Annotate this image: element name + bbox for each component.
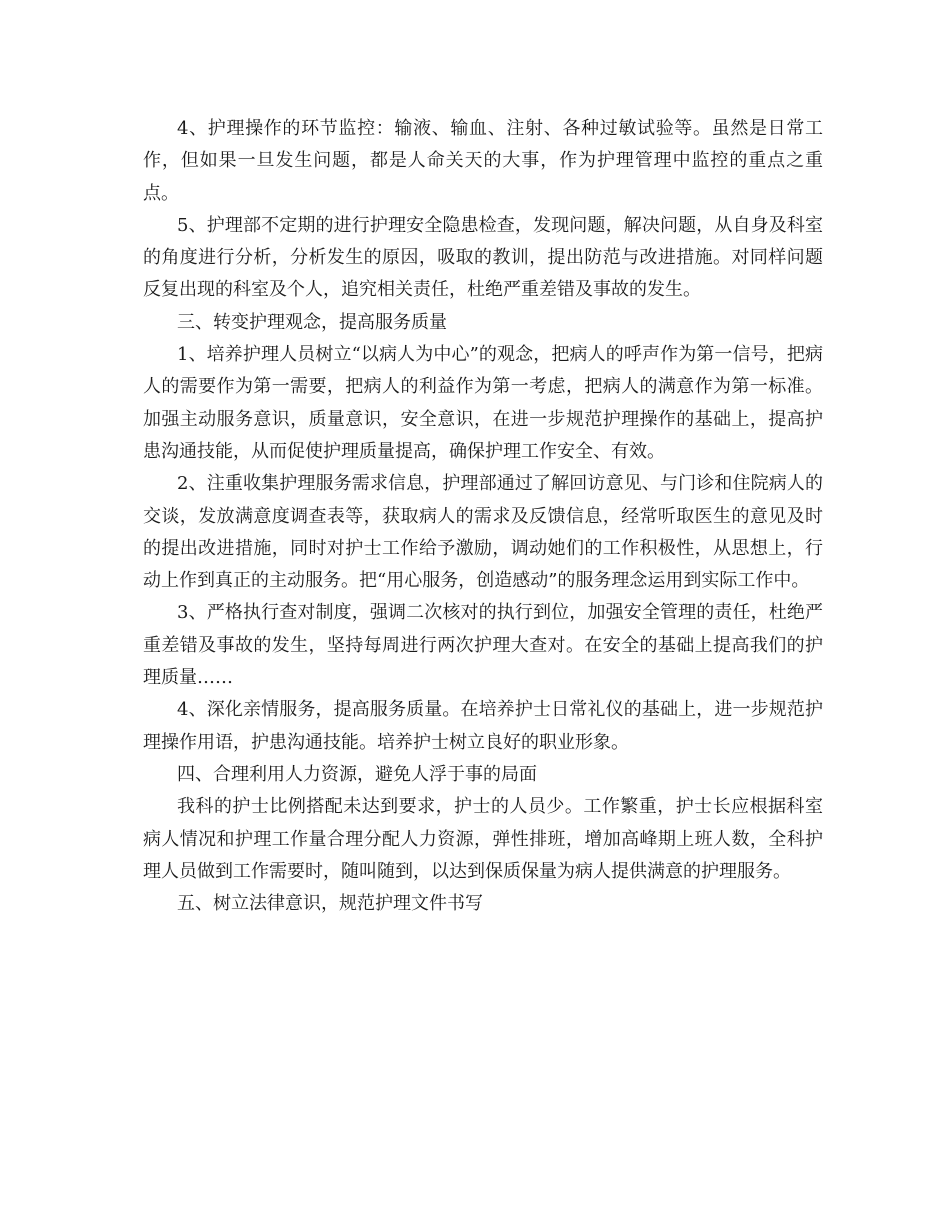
paragraph-staffing: 我科的护士比例搭配未达到要求，护士的人员少。工作繁重，护士长应根据科室病人情况和护理工作量合理分配人力资源，弹性排班，增加高峰期上班人数，全科护理人员做到工作需要时，随叫随到，以达到保质保量为病人提供满意的护理服务。 bbox=[143, 796, 823, 882]
paragraph-item-4-service: 4、深化亲情服务，提高服务质量。在培养护士日常礼仪的基础上，进一步规范护理操作用语，护患沟通技能。培养护士树立良好的职业形象。 bbox=[143, 699, 823, 753]
paragraph-item-2-feedback: 2、注重收集护理服务需求信息，护理部通过了解回访意见、与门诊和住院病人的交谈，发放满意度调查表等，获取病人的需求及反馈信息，经常听取医生的意见及时的提出改进措施，同时对护士工作给予激励，调动她们的工作积极性，从思想上，行动上作到真正的主动服务。把“用心服务，创造感动”的服务理念运用到实际工作中。 bbox=[143, 473, 823, 592]
section-heading-5: 五、树立法律意识，规范护理文件书写 bbox=[177, 893, 483, 915]
paragraph-item-5-safety-check: 5、护理部不定期的进行护理安全隐患检查，发现问题，解决问题，从自身及科室的角度进行分析，分析发生的原因，吸取的教训，提出防范与改进措施。对同样问题反复出现的科室及个人，追究相关责任，杜绝严重差错及事故的发生。 bbox=[143, 214, 823, 301]
paragraph-item-1-patient-centered: 1、培养护理人员树立“以病人为中心”的观念，把病人的呼声作为第一信号，把病人的需要作为第一需要，把病人的利益作为第一考虑，把病人的满意作为第一标准。加强主动服务意识，质量意识，安全意识，在进一步规范护理操作的基础上，提高护患沟通技能，从而促使护理质量提高，确保护理工作安全、有效。 bbox=[143, 344, 823, 462]
section-heading-4: 四、合理利用人力资源，避免人浮于事的局面 bbox=[177, 763, 537, 785]
section-heading-3: 三、转变护理观念，提高服务质量 bbox=[177, 311, 447, 333]
paragraph-item-3-verification: 3、严格执行查对制度，强调二次核对的执行到位，加强安全管理的责任，杜绝严重差错及事故的发生，坚持每周进行两次护理大查对。在安全的基础上提高我们的护理质量…… bbox=[143, 602, 823, 689]
paragraph-item-4-monitoring: 4、护理操作的环节监控：输液、输血、注射、各种过敏试验等。虽然是日常工作，但如果一旦发生问题，都是人命关天的大事，作为护理管理中监控的重点之重点。 bbox=[143, 118, 823, 204]
document-body bbox=[143, 113, 823, 920]
